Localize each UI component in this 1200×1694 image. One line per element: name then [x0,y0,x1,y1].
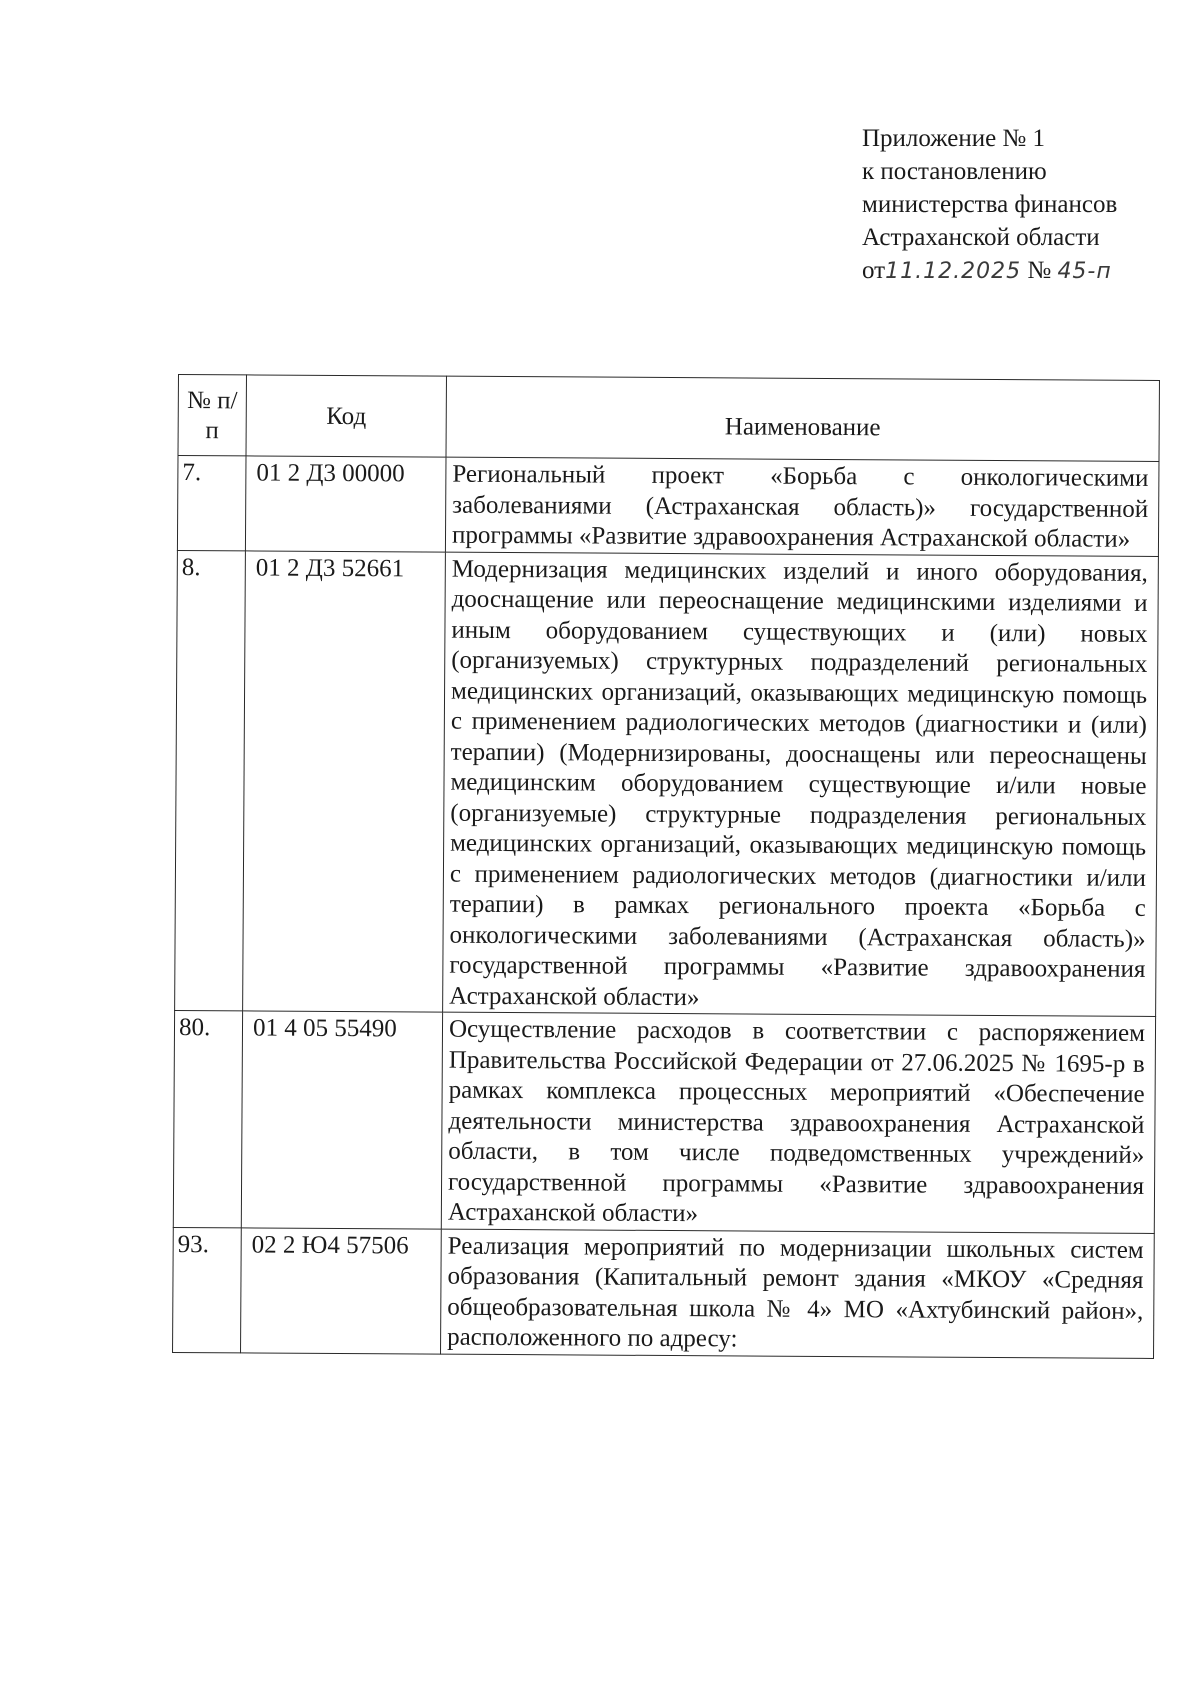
header-code: Код [246,375,446,457]
row-name: Модернизация медицинских изделий и иного оборудования, дооснащение или переоснащение медицинскими изделиями и иным оборудованием существующих и (или) новых (организуемых) структурных подразделений региональных медицинских организаций, оказывающих медицинскую помощь с применением радиологических методов (диагностики и (или) терапии) (Модернизированы, дооснащены или переоснащены медицинским оборудованием существующие и/или новые (организуемые) структурные подразделения региональных медицинских организаций, оказывающих медицинскую помощь с применением радиологических методов (диагностики и/или терапии) в рамках регионального проекта «Борьба с онкологическими заболеваниями (Астраханская область)» государственной программы «Развитие здравоохранения Астраханской области» [443,552,1159,1017]
date-prefix: от [862,257,886,284]
row-code: 01 2 Д3 52661 [243,550,446,1012]
header-name: Наименование [446,376,1159,461]
table-row [175,550,1159,1016]
appendix-title: Приложение № 1 [862,125,1046,152]
table-row [177,456,1159,556]
row-name: Реализация мероприятий по модернизации школьных систем образования (Капитальный ремонт здания «МКОУ «Средняя общеобразовательная школа № 4» МО «Ахтубинский район», расположенного по адресу: [441,1229,1155,1358]
row-code: 02 2 Ю4 57506 [241,1227,442,1353]
header-num: № п/п [178,375,246,456]
row-name: Региональный проект «Борьба с онкологическими заболеваниями (Астраханская область)» государственной программы «Развитие здравоохранения Астраханской области» [445,457,1159,556]
table-row [173,1227,1155,1358]
appendix-header [862,122,1182,288]
row-code: 01 2 Д3 00000 [245,456,446,552]
row-num: 93. [173,1227,242,1352]
row-num: 80. [173,1010,242,1227]
row-num: 7. [177,456,246,551]
appendix-date-line [862,254,1182,288]
appendix-line-3: министерства финансов [862,191,1118,218]
row-num: 8. [175,550,246,1011]
row-code: 01 4 05 55490 [241,1011,442,1229]
handwritten-number: 45-п [1057,259,1112,284]
appendix-line-2: к постановлению [862,158,1047,185]
row-name: Осуществление расходов в соответствии с распоряжением Правительства Российской Федерации от 27.06.2025 № 1695-р в рамках комплекса процессных мероприятий «Обеспечение деятельности министерства здравоохранения Астраханской области, в том числе подведомственных учреждений» государственной программы «Развитие здравоохранения Астраханской области» [441,1012,1155,1233]
handwritten-date: 11.12.2025 [885,259,1022,284]
table-row [173,1010,1155,1232]
number-prefix: № [1027,257,1052,284]
codes-table [172,374,1160,1358]
appendix-line-4: Астраханской области [862,224,1100,251]
table-header-row [178,375,1159,462]
